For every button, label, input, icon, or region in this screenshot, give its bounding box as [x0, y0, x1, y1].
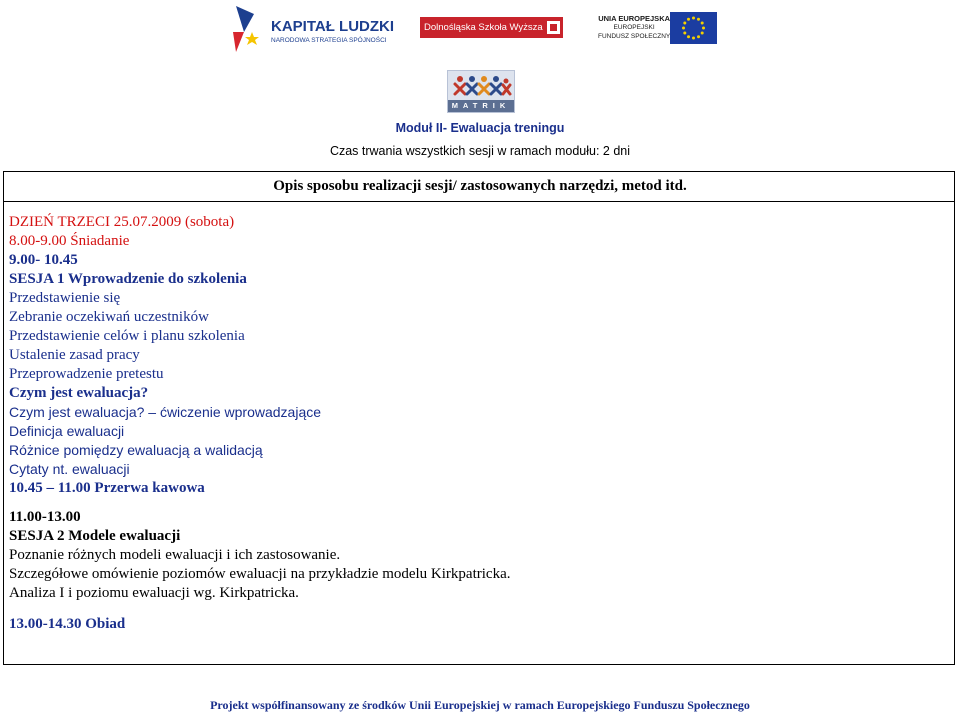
people-figures-icon — [452, 74, 512, 100]
dsw-logo — [420, 17, 563, 38]
footer-cofinancing: Projekt współfinansowany ze środków Unii Europejskiej w ramach Europejskiego Funduszu Społecznego — [210, 698, 750, 712]
eu-logo-text — [598, 14, 670, 41]
session2-title: SESJA 2 Modele ewaluacji — [9, 528, 181, 544]
session1-item: Przedstawienie się — [9, 290, 121, 306]
dsw-square-icon — [547, 21, 560, 34]
table-header — [0, 178, 960, 195]
kapital-ludzki-logo-mark — [230, 2, 264, 54]
table-header-text: Opis sposobu realizacji sesji/ zastosowanych narzędzi, metod itd. — [273, 178, 687, 194]
session1-item: Zebranie oczekiwań uczestników — [9, 309, 209, 325]
session1-item: Przeprowadzenie pretestu — [9, 366, 164, 382]
session1-subitem: Czym jest ewaluacja? – ćwiczenie wprowadzające — [9, 404, 322, 420]
program-content — [9, 213, 510, 634]
lunch-line: 13.00-14.30 Obiad — [9, 616, 126, 632]
session1-subtitle: Czym jest ewaluacja? — [9, 385, 149, 401]
spacer — [9, 603, 510, 615]
session1-time: 9.00- 10.45 — [9, 252, 78, 268]
session1-item: Ustalenie zasad pracy — [9, 347, 140, 363]
dsw-label: Dolnośląska Szkoła Wyższa — [424, 22, 543, 33]
eu-flag-icon — [670, 12, 717, 44]
spacer — [9, 498, 510, 508]
module-duration: Czas trwania wszystkich sesji w ramach modułu: 2 dni — [329, 144, 631, 158]
matrik-label: MATRIK — [448, 100, 514, 112]
eu-line-3: FUNDUSZ SPOŁECZNY — [598, 33, 671, 40]
logo-bar — [0, 0, 960, 60]
table-header-rule — [3, 201, 955, 202]
matrik-logo — [447, 70, 515, 113]
eu-line-1: UNIA EUROPEJSKA — [598, 14, 671, 23]
session1-subitem: Różnice pomiędzy ewaluacją a walidacją — [9, 442, 263, 458]
breakfast-line: 8.00-9.00 Śniadanie — [9, 233, 130, 249]
session1-title: SESJA 1 Wprowadzenie do szkolenia — [9, 271, 247, 287]
session1-subitem: Definicja ewaluacji — [9, 423, 125, 439]
kapital-ludzki-subtitle: NARODOWA STRATEGIA SPÓJNOŚCI — [271, 37, 387, 44]
session1-item: Przedstawienie celów i planu szkolenia — [9, 328, 245, 344]
session1-subitem: Cytaty nt. ewaluacji — [9, 461, 130, 477]
day-title: DZIEŃ TRZECI 25.07.2009 (sobota) — [9, 214, 235, 230]
kapital-ludzki-title: KAPITAŁ LUDZKI — [271, 18, 395, 35]
eu-line-2: EUROPEJSKI — [613, 24, 655, 31]
coffee-break: 10.45 – 11.00 Przerwa kawowa — [9, 480, 205, 496]
session2-item: Analiza I i poziomu ewaluacji wg. Kirkpatricka. — [9, 585, 299, 601]
module-title: Moduł II- Ewaluacja treningu — [395, 121, 565, 135]
session2-item: Szczegółowe omówienie poziomów ewaluacji na przykładzie modelu Kirkpatricka. — [9, 566, 511, 582]
session2-time: 11.00-13.00 — [9, 509, 81, 525]
session2-item: Poznanie różnych modeli ewaluacji i ich zastosowanie. — [9, 547, 341, 563]
